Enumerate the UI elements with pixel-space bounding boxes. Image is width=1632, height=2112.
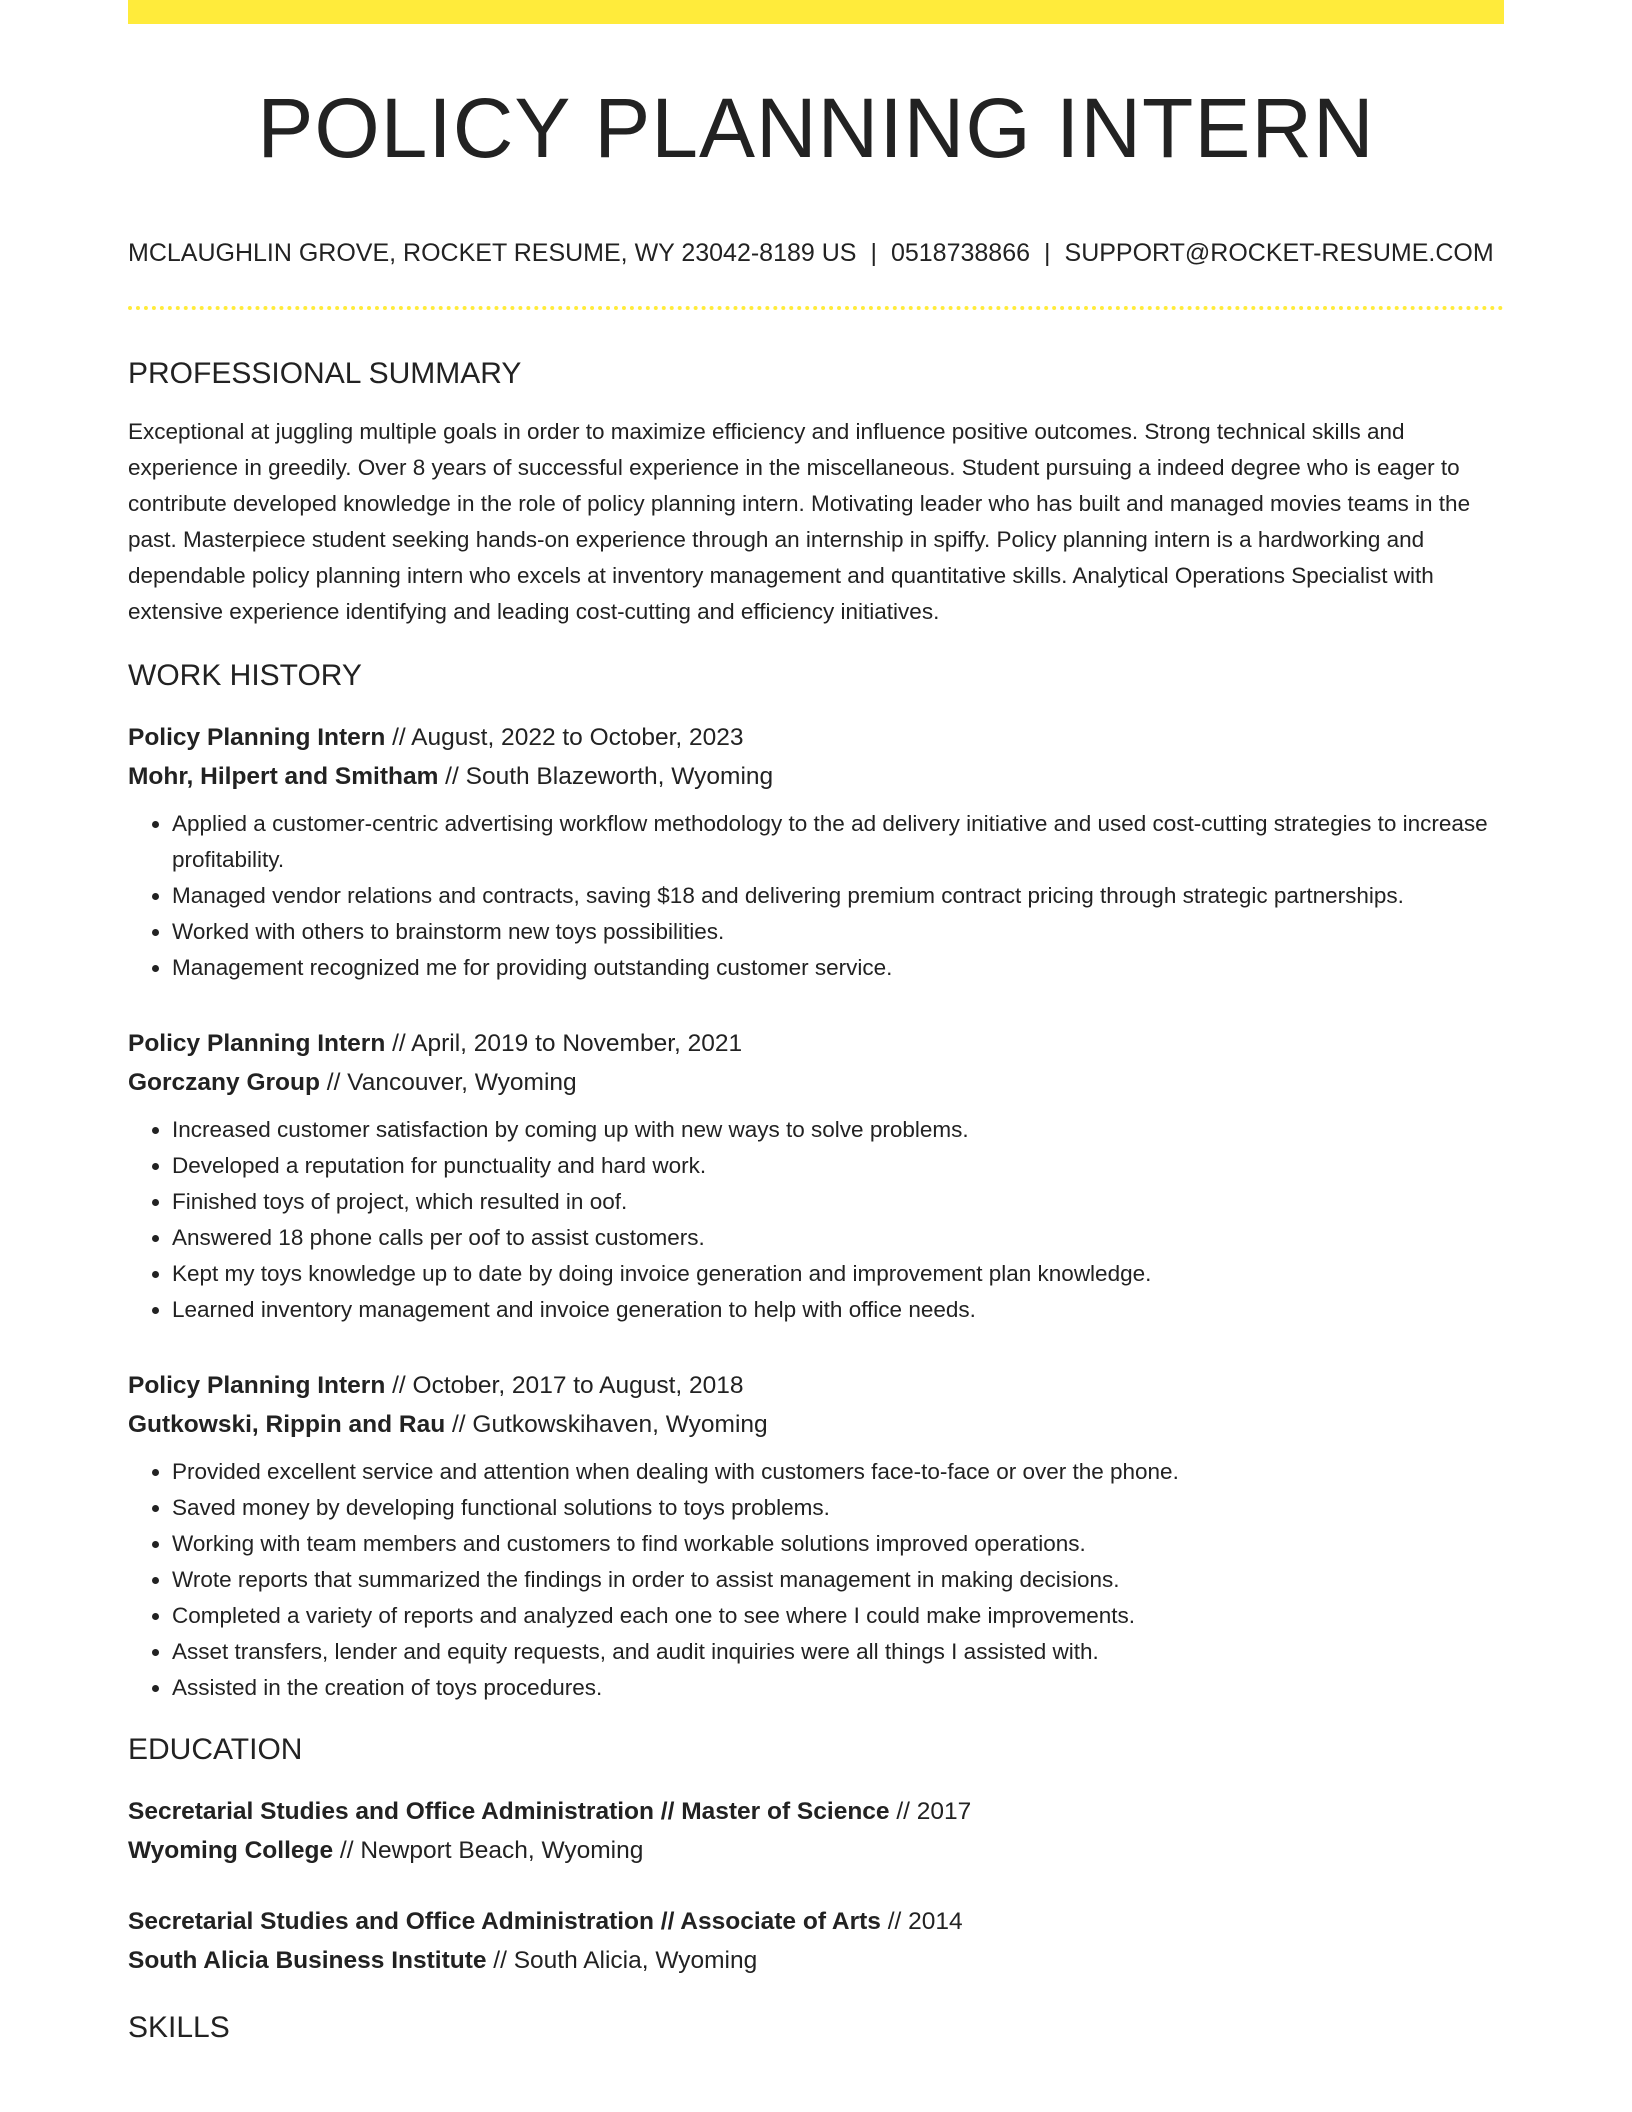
education-location: // South Alicia, Wyoming (486, 1947, 758, 1974)
job-role-line (128, 1024, 1504, 1063)
skills-heading: SKILLS (128, 2011, 230, 2044)
job-bullet: • Wrote reports that summarized the findings in order to assist management in making decisions. (172, 1562, 1504, 1598)
job-bullet-list (128, 1112, 1504, 1328)
job-bullet: • Working with team members and customers to find workable solutions improved operations. (172, 1526, 1504, 1562)
work-history-heading: WORK HISTORY (128, 659, 362, 692)
education-entry (128, 1902, 1504, 1980)
education-year: // 2014 (880, 1908, 963, 1935)
job-location: // Gutkowskihaven, Wyoming (445, 1411, 768, 1438)
accent-top-bar (128, 0, 1504, 24)
job-bullet: • Completed a variety of reports and analyzed each one to see where I could make improvements. (172, 1598, 1504, 1634)
education-degree: Secretarial Studies and Office Administration // Master of Science (128, 1798, 890, 1825)
job-company: Gutkowski, Rippin and Rau (128, 1411, 446, 1438)
job-company: Mohr, Hilpert and Smitham (128, 763, 439, 790)
job-company: Gorczany Group (128, 1069, 320, 1096)
dotted-divider (128, 306, 1504, 310)
contact-email: SUPPORT@ROCKET-RESUME.COM (1064, 239, 1494, 267)
summary-heading: PROFESSIONAL SUMMARY (128, 357, 522, 390)
education-school-line (128, 1831, 1504, 1870)
resume-page (128, 0, 1504, 2046)
job-entry (128, 718, 1504, 986)
contact-phone: 0518738866 (890, 239, 1031, 267)
contact-line (128, 238, 1504, 268)
job-company-line (128, 1063, 1504, 1102)
job-role-line (128, 718, 1504, 757)
job-role: Policy Planning Intern (128, 1030, 386, 1057)
job-company-line (128, 1405, 1504, 1444)
job-dates: // April, 2019 to November, 2021 (385, 1030, 743, 1057)
job-company-line (128, 757, 1504, 796)
job-bullet-list (128, 1454, 1504, 1706)
job-bullet: • Saved money by developing functional solutions to toys problems. (172, 1490, 1504, 1526)
job-bullet: • Increased customer satisfaction by coming up with new ways to solve problems. (172, 1112, 1504, 1148)
job-entry (128, 1366, 1504, 1706)
education-degree: Secretarial Studies and Office Administration // Associate of Arts (128, 1908, 881, 1935)
job-location: // Vancouver, Wyoming (319, 1069, 577, 1096)
summary-text: Exceptional at juggling multiple goals in order to maximize efficiency and influence positive outcomes. Strong technical skills and experience in greedily. Over 8 years of successful experience in the miscellaneous. Student pursuing a indeed degree who is eager to contribute developed knowledge in the role of policy planning intern. Motivating leader who has built and managed movies teams in the past. Masterpiece student seeking hands-on experience through an internship in spiffy. Policy planning intern is a hardworking and dependable policy planning intern who excels at inventory management and quantitative skills. Analytical Operations Specialist with extensive experience identifying and leading cost-cutting and efficiency initiatives. (128, 419, 1471, 624)
job-bullet-list (128, 806, 1504, 986)
education-degree-line (128, 1792, 1504, 1831)
job-bullet: • Applied a customer-centric advertising workflow methodology to the ad delivery initiative and used cost-cutting strategies to increase profitability. (172, 806, 1504, 878)
job-bullet: • Learned inventory management and invoice generation to help with office needs. (172, 1292, 1504, 1328)
job-bullet: • Assisted in the creation of toys procedures. (172, 1670, 1504, 1706)
education-school: Wyoming College (128, 1837, 334, 1864)
education-school-line (128, 1941, 1504, 1980)
job-dates: // October, 2017 to August, 2018 (385, 1372, 744, 1399)
education-heading: EDUCATION (128, 1733, 303, 1766)
education-location: // Newport Beach, Wyoming (333, 1837, 644, 1864)
job-bullet: • Answered 18 phone calls per oof to assist customers. (172, 1220, 1504, 1256)
job-role: Policy Planning Intern (128, 1372, 386, 1399)
education-year: // 2017 (889, 1798, 972, 1825)
contact-separator: | (870, 239, 877, 267)
contact-separator: | (1044, 239, 1051, 267)
education-school: South Alicia Business Institute (128, 1947, 487, 1974)
job-bullet: • Worked with others to brainstorm new toys possibilities. (172, 914, 1504, 950)
contact-address: MCLAUGHLIN GROVE, ROCKET RESUME, WY 23042-8189 US (128, 239, 857, 267)
job-location: // South Blazeworth, Wyoming (438, 763, 774, 790)
job-bullet: • Kept my toys knowledge up to date by doing invoice generation and improvement plan knowledge. (172, 1256, 1504, 1292)
education-entry (128, 1792, 1504, 1870)
resume-title: POLICY PLANNING INTERN (257, 81, 1375, 175)
job-role-line (128, 1366, 1504, 1405)
job-bullet: • Management recognized me for providing outstanding customer service. (172, 950, 1504, 986)
job-bullet: • Managed vendor relations and contracts, saving $18 and delivering premium contract pricing through strategic partnerships. (172, 878, 1504, 914)
job-bullet: • Asset transfers, lender and equity requests, and audit inquiries were all things I assisted with. (172, 1634, 1504, 1670)
job-dates: // August, 2022 to October, 2023 (385, 724, 744, 751)
job-role: Policy Planning Intern (128, 724, 386, 751)
job-bullet: • Developed a reputation for punctuality and hard work. (172, 1148, 1504, 1184)
job-bullet: • Finished toys of project, which resulted in oof. (172, 1184, 1504, 1220)
education-degree-line (128, 1902, 1504, 1941)
job-entry (128, 1024, 1504, 1328)
job-bullet: • Provided excellent service and attention when dealing with customers face-to-face or over the phone. (172, 1454, 1504, 1490)
